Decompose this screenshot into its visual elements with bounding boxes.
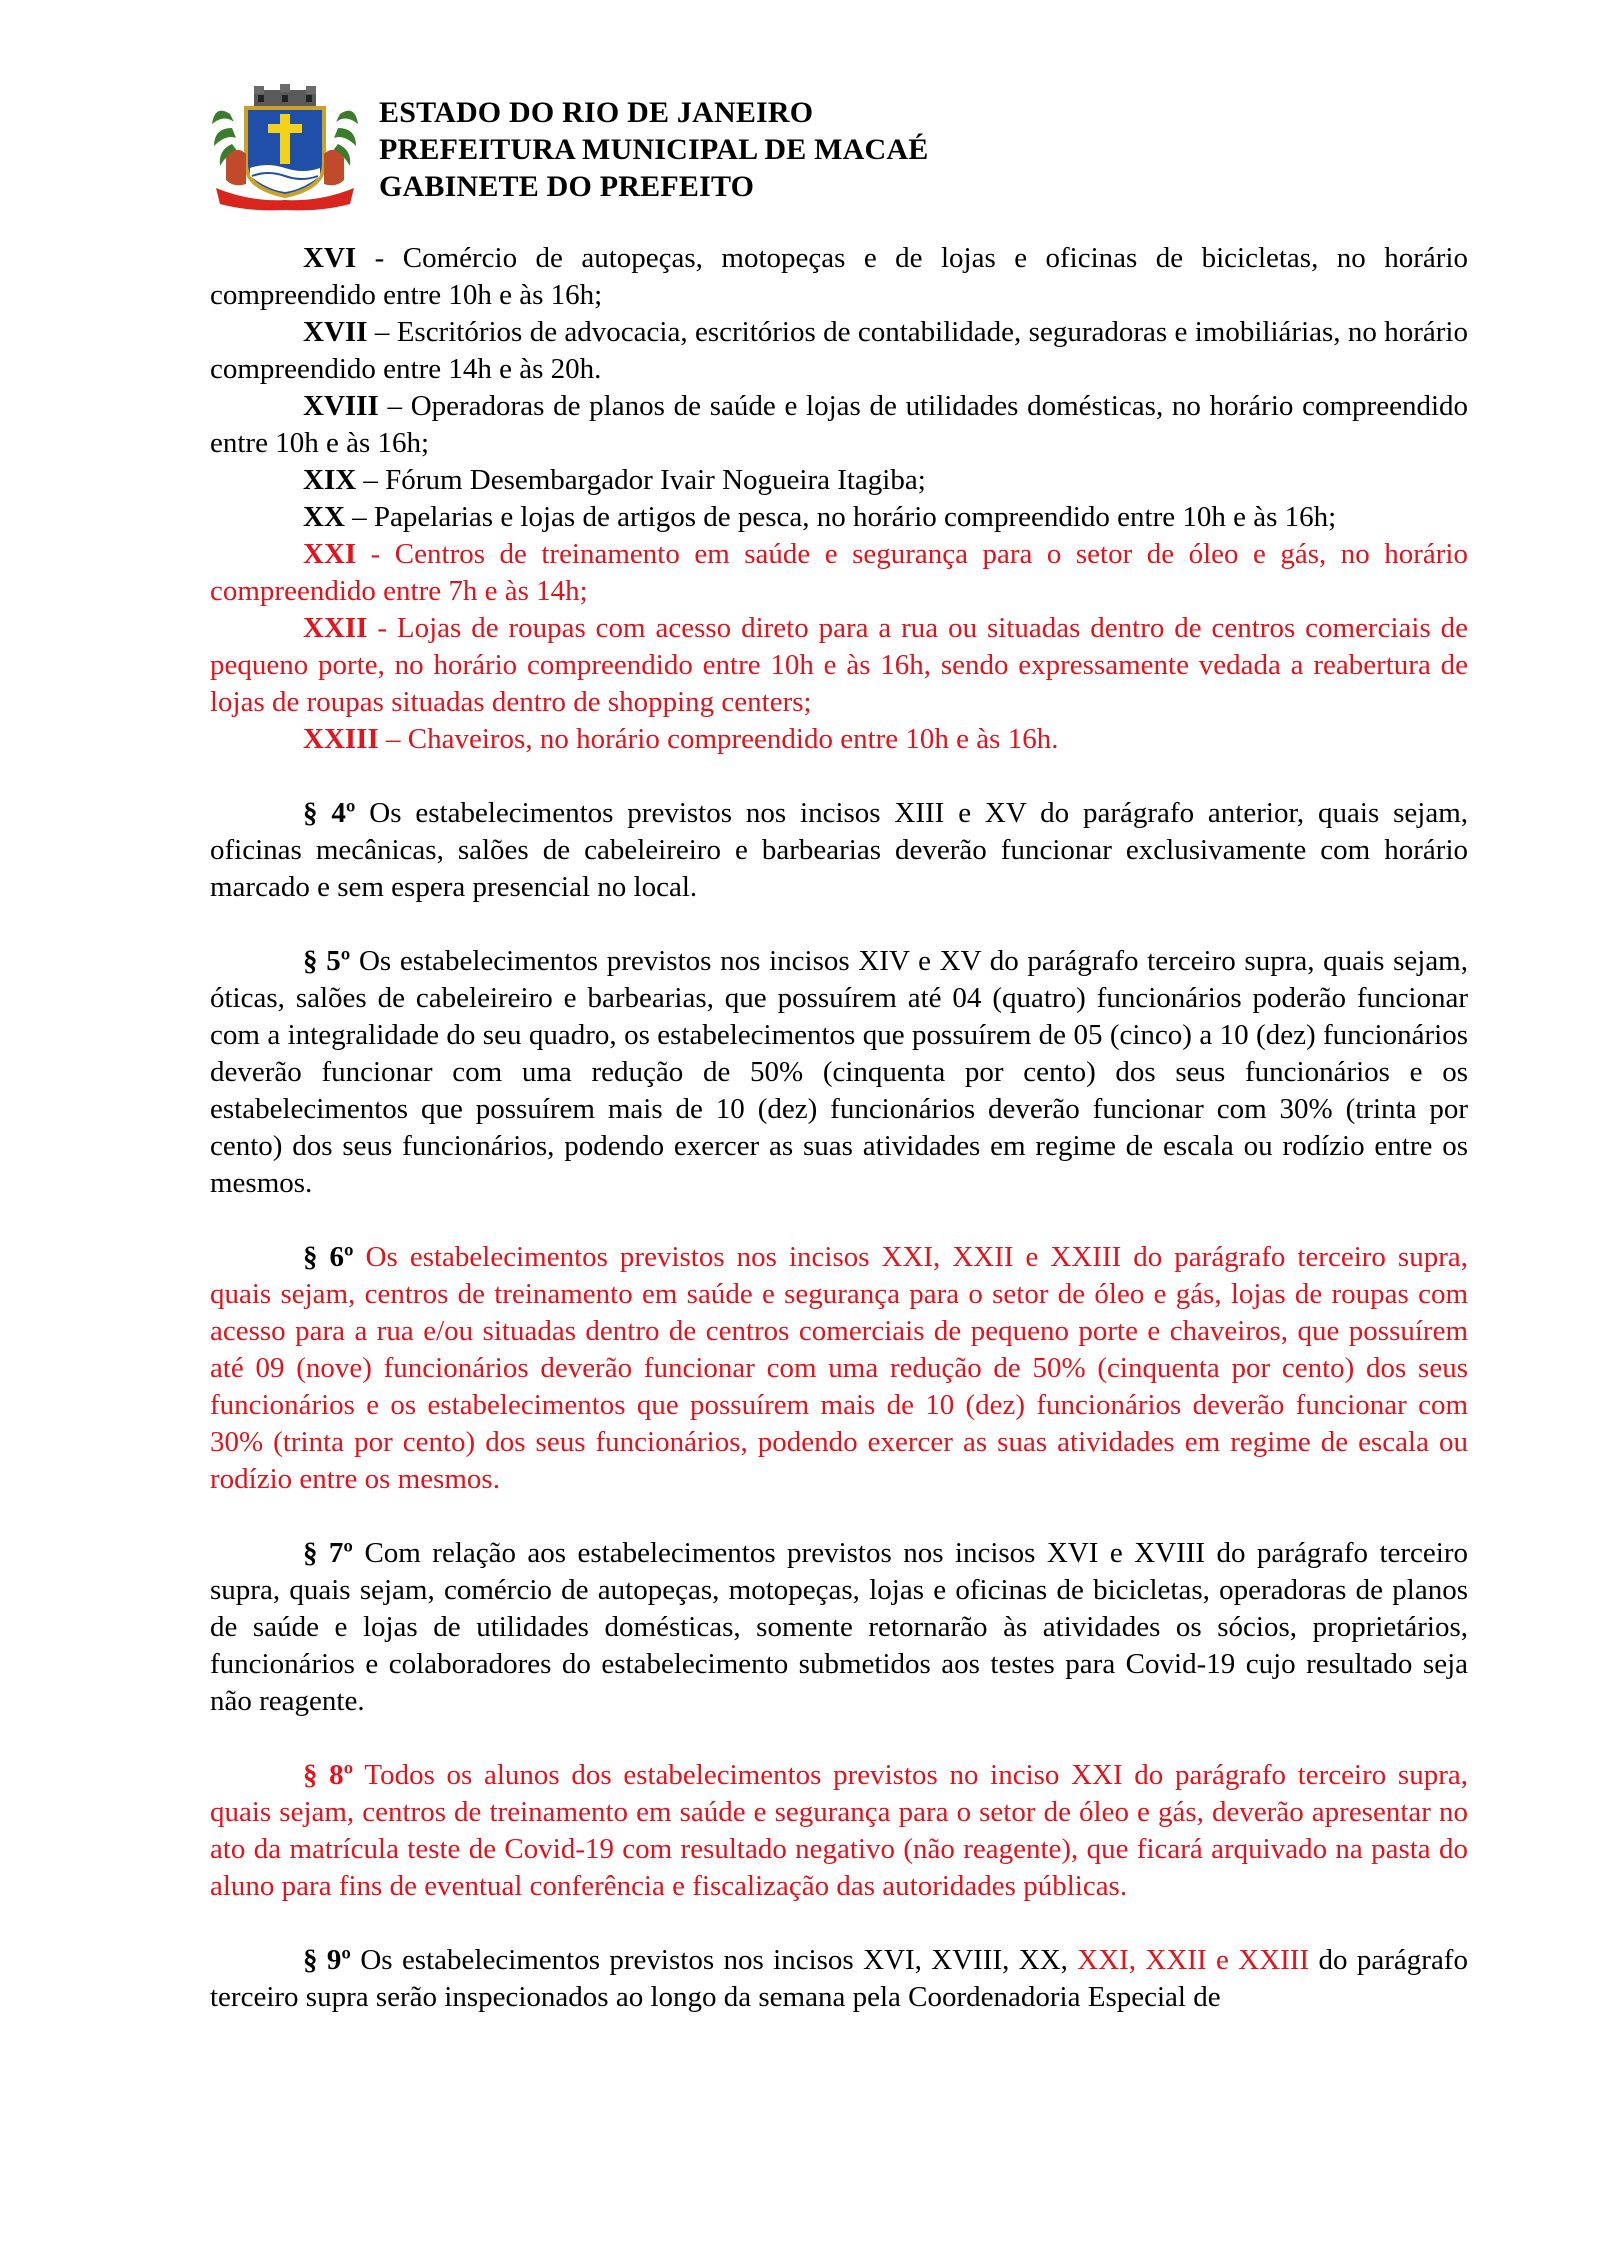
- list-item-highlighted: [210, 610, 1468, 721]
- item-text: - Centros de treinamento em saúde e segurança para o setor de óleo e gás, no horário compreendido entre 7h e às 14h;: [210, 538, 1468, 607]
- list-item-highlighted: [210, 721, 1468, 758]
- list-item: [210, 499, 1468, 536]
- item-number: XVI: [303, 242, 357, 274]
- paragraph-4: [210, 795, 1468, 906]
- item-number: XXII: [303, 612, 368, 644]
- item-text: - Comércio de autopeças, motopeças e de lojas e oficinas de bicicletas, no horário compreendido entre 10h e às 16h;: [210, 242, 1468, 311]
- paragraph-text: Com relação aos estabelecimentos previstos nos incisos XVI e XVIII do parágrafo terceiro supra, quais sejam, comércio de autopeças, motopeças, lojas e oficinas de bicicletas, operadoras de planos de saúde e lojas de utilidades domésticas, somente retornarão às atividades os sócios, proprietários, funcionários e colaboradores do estabelecimento submetidos aos testes para Covid-19 cujo resultado seja não reagente.: [210, 1537, 1468, 1717]
- item-text: – Fórum Desembargador Ivair Nogueira Itagiba;: [356, 464, 926, 496]
- paragraph-text: Os estabelecimentos previstos nos incisos XXI, XXII e XXIII do parágrafo terceiro supra, quais sejam, centros de treinamento em saúde e segurança para o setor de óleo e gás, lojas de roupas com acesso para a rua e/ou situadas dentro de centros comerciais de pequeno porte e chaveiros, que possuírem até 09 (nove) funcionários deverão funcionar com uma redução de 50% (cinquenta por cento) dos seus funcionários e os estabelecimentos que possuírem mais de 10 (dez) funcionários deverão funcionar com 30% (trinta por cento) dos seus funcionários, podendo exercer as suas atividades em regime de escala ou rodízio entre os mesmos.: [210, 1241, 1468, 1495]
- paragraph-7: [210, 1535, 1468, 1720]
- paragraph-8: [210, 1757, 1468, 1905]
- item-text: – Chaveiros, no horário compreendido entre 10h e às 16h.: [378, 723, 1059, 755]
- header-prefecture: PREFEITURA MUNICIPAL DE MACAÉ: [379, 133, 929, 166]
- coat-of-arms-icon: [210, 84, 360, 212]
- item-text: – Papelarias e lojas de artigos de pesca, no horário compreendido entre 10h e às 16h;: [344, 501, 1337, 533]
- paragraph-text-highlighted: XXI, XXII e XXIII: [1077, 1944, 1310, 1976]
- list-item: [210, 314, 1468, 388]
- item-text: - Lojas de roupas com acesso direto para a rua ou situadas dentro de centros comerciais de pequeno porte, no horário compreendido entre 10h e às 16h, sendo expressamente vedada a reabertura de lojas de roupas situadas dentro de shopping centers;: [210, 612, 1468, 718]
- document-header: [210, 84, 1410, 214]
- paragraph-label: § 9º: [303, 1944, 351, 1976]
- header-state: ESTADO DO RIO DE JANEIRO: [379, 96, 814, 129]
- item-number: XXI: [303, 538, 357, 570]
- list-item: [210, 462, 1468, 499]
- paragraph-label: § 5º: [303, 945, 351, 977]
- paragraph-label: § 4º: [303, 797, 356, 829]
- item-number: XX: [303, 501, 345, 533]
- paragraph-5: [210, 943, 1468, 1202]
- paragraph-6: [210, 1239, 1468, 1498]
- item-number: XXIII: [303, 723, 379, 755]
- paragraph-text-continued: do parágrafo terceiro supra serão inspecionados ao longo da semana pela Coordenadoria Especial de: [210, 1944, 1468, 2013]
- paragraph-label: § 7º: [303, 1537, 354, 1569]
- list-item: [210, 240, 1468, 314]
- list-item-highlighted: [210, 536, 1468, 610]
- list-item: [210, 388, 1468, 462]
- paragraph-text: Os estabelecimentos previstos nos incisos XIV e XV do parágrafo terceiro supra, quais sejam, óticas, salões de cabeleireiro e barbearias, que possuírem até 04 (quatro) funcionários poderão funcionar com a integralidade do seu quadro, os estabelecimentos que possuírem de 05 (cinco) a 10 (dez) funcionários deverão funcionar com uma redução de 50% (cinquenta por cento) dos seus funcionários e os estabelecimentos que possuírem mais de 10 (dez) funcionários deverão funcionar com 30% (trinta por cento) dos seus funcionários, podendo exercer as suas atividades em regime de escala ou rodízio entre os mesmos.: [210, 945, 1468, 1199]
- item-number: XVII: [303, 316, 368, 348]
- paragraph-9: [210, 1942, 1468, 2016]
- item-text: – Escritórios de advocacia, escritórios de contabilidade, seguradoras e imobiliárias, no horário compreendido entre 14h e às 20h.: [210, 316, 1468, 385]
- document-body: [210, 240, 1468, 2016]
- paragraph-label: § 8º: [303, 1759, 354, 1791]
- paragraph-label: § 6º: [303, 1241, 354, 1273]
- item-text: – Operadoras de planos de saúde e lojas de utilidades domésticas, no horário compreendido entre 10h e às 16h;: [210, 390, 1468, 459]
- header-office: GABINETE DO PREFEITO: [379, 170, 755, 203]
- item-number: XVIII: [303, 390, 379, 422]
- paragraph-text: Todos os alunos dos estabelecimentos previstos no inciso XXI do parágrafo terceiro supra, quais sejam, centros de treinamento em saúde e segurança para o setor de óleo e gás, deverão apresentar no ato da matrícula teste de Covid-19 com resultado negativo (não reagente), que ficará arquivado na pasta do aluno para fins de eventual conferência e fiscalização das autoridades públicas.: [210, 1759, 1469, 1902]
- paragraph-text: Os estabelecimentos previstos nos incisos XIII e XV do parágrafo anterior, quais sejam, oficinas mecânicas, salões de cabeleireiro e barbearias deverão funcionar exclusivamente com horário marcado e sem espera presencial no local.: [210, 797, 1468, 903]
- paragraph-text: Os estabelecimentos previstos nos incisos XVI, XVIII, XX,: [350, 1944, 1078, 1976]
- item-number: XIX: [303, 464, 357, 496]
